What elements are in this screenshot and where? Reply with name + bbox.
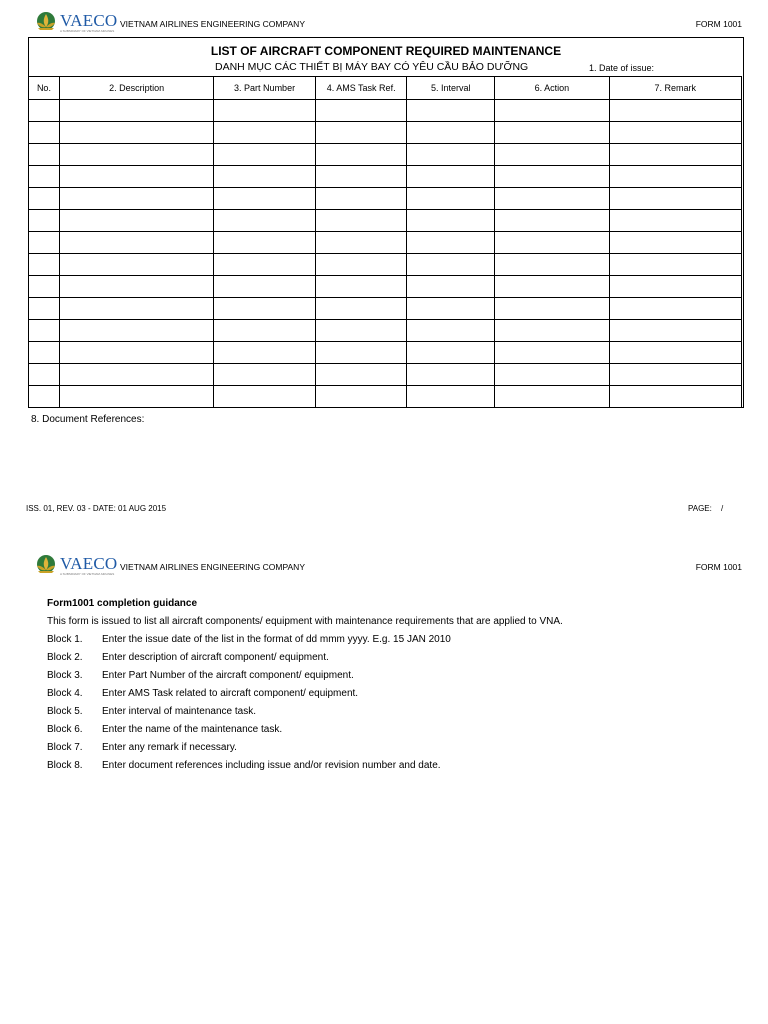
table-cell[interactable] <box>59 254 213 276</box>
guidance-intro: This form is issued to list all aircraft components/ equipment with maintenance requirements that are applied to VNA. <box>47 616 563 627</box>
date-of-issue-label: 1. Date of issue: <box>589 63 655 73</box>
table-cell[interactable] <box>407 276 495 298</box>
table-cell[interactable] <box>407 298 495 320</box>
guidance-title: Form1001 completion guidance <box>47 598 198 609</box>
table-cell[interactable] <box>407 100 495 122</box>
table-row <box>29 122 742 144</box>
table-cell[interactable] <box>214 364 316 386</box>
table-cell[interactable] <box>59 100 213 122</box>
block-label: Block 5. <box>47 706 83 717</box>
table-cell[interactable] <box>59 342 213 364</box>
table-cell[interactable] <box>59 276 213 298</box>
table-cell[interactable] <box>609 210 741 232</box>
block-text: Enter description of aircraft component/ equipment. <box>102 652 329 663</box>
block-label: Block 3. <box>47 670 83 681</box>
table-cell[interactable] <box>407 232 495 254</box>
table-cell[interactable] <box>29 100 60 122</box>
table-cell[interactable] <box>29 144 60 166</box>
table-cell[interactable] <box>29 122 60 144</box>
table-cell[interactable] <box>59 144 213 166</box>
table-cell[interactable] <box>29 166 60 188</box>
table-row <box>29 100 742 122</box>
block-text: Enter interval of maintenance task. <box>102 706 256 717</box>
col-header-remark: 7. Remark <box>609 77 741 100</box>
table-cell[interactable] <box>315 210 407 232</box>
guidance-block-line <box>47 760 441 771</box>
table-cell[interactable] <box>214 166 316 188</box>
table-cell[interactable] <box>315 166 407 188</box>
table-cell[interactable] <box>609 276 741 298</box>
table-cell[interactable] <box>609 144 741 166</box>
block-label: Block 1. <box>47 634 83 645</box>
table-cell[interactable] <box>59 320 213 342</box>
table-cell[interactable] <box>214 276 316 298</box>
table-cell[interactable] <box>29 188 60 210</box>
table-cell[interactable] <box>315 144 407 166</box>
table-cell[interactable] <box>315 276 407 298</box>
table-cell[interactable] <box>29 342 60 364</box>
table-cell[interactable] <box>315 122 407 144</box>
table-cell[interactable] <box>495 276 609 298</box>
table-cell[interactable] <box>495 364 609 386</box>
table-cell[interactable] <box>609 100 741 122</box>
lotus-icon <box>33 554 59 576</box>
table-row <box>29 276 742 298</box>
table-row <box>29 298 742 320</box>
table-cell[interactable] <box>609 232 741 254</box>
table-cell[interactable] <box>495 188 609 210</box>
table-row <box>29 386 742 408</box>
table-cell[interactable] <box>214 254 316 276</box>
table-cell[interactable] <box>495 342 609 364</box>
table-cell[interactable] <box>214 188 316 210</box>
vaeco-logo-page2 <box>33 554 117 576</box>
table-cell[interactable] <box>609 166 741 188</box>
col-header-description: 2. Description <box>59 77 213 100</box>
logo-tagline: A SUBSIDIARY OF VIETNAM AIRLINES <box>60 28 115 33</box>
block-text: Enter the name of the maintenance task. <box>102 724 283 735</box>
table-cell[interactable] <box>214 342 316 364</box>
table-row <box>29 364 742 386</box>
table-cell[interactable] <box>407 166 495 188</box>
table-header-row <box>29 77 742 100</box>
table-cell[interactable] <box>407 210 495 232</box>
table-cell[interactable] <box>29 276 60 298</box>
table-cell[interactable] <box>407 364 495 386</box>
table-cell[interactable] <box>495 100 609 122</box>
table-cell[interactable] <box>29 320 60 342</box>
table-cell[interactable] <box>495 144 609 166</box>
block-label: Block 4. <box>47 688 83 699</box>
table-cell[interactable] <box>214 386 316 408</box>
table-cell[interactable] <box>407 144 495 166</box>
form-number: FORM 1001 <box>695 19 742 29</box>
block-label: Block 8. <box>47 760 83 771</box>
table-cell[interactable] <box>315 100 407 122</box>
table-cell[interactable] <box>29 232 60 254</box>
form-frame <box>28 37 744 408</box>
component-table <box>28 76 742 408</box>
table-row <box>29 166 742 188</box>
table-cell[interactable] <box>59 188 213 210</box>
block-label: Block 6. <box>47 724 83 735</box>
document-references-label: 8. Document References: <box>31 414 145 425</box>
table-row <box>29 188 742 210</box>
page-separator: / <box>721 504 724 513</box>
company-name-page2: VIETNAM AIRLINES ENGINEERING COMPANY <box>120 562 305 572</box>
col-header-part-number: 3. Part Number <box>214 77 316 100</box>
issue-revision-footer: ISS. 01, REV. 03 - DATE: 01 AUG 2015 <box>26 504 167 513</box>
table-cell[interactable] <box>315 298 407 320</box>
table-cell[interactable] <box>407 320 495 342</box>
table-cell[interactable] <box>315 232 407 254</box>
table-cell[interactable] <box>315 342 407 364</box>
table-cell[interactable] <box>59 122 213 144</box>
table-cell[interactable] <box>609 298 741 320</box>
table-row <box>29 254 742 276</box>
table-row <box>29 320 742 342</box>
table-cell[interactable] <box>29 386 60 408</box>
table-cell[interactable] <box>214 298 316 320</box>
lotus-icon <box>33 11 59 33</box>
table-cell[interactable] <box>29 254 60 276</box>
company-name: VIETNAM AIRLINES ENGINEERING COMPANY <box>120 19 305 29</box>
table-cell[interactable] <box>214 210 316 232</box>
table-cell[interactable] <box>609 342 741 364</box>
table-cell[interactable] <box>214 122 316 144</box>
guidance-block-line <box>47 742 237 753</box>
table-cell[interactable] <box>495 320 609 342</box>
form-subtitle: DANH MỤC CÁC THIẾT BỊ MÁY BAY CÓ YÊU CẦU BẢO DƯỠNG <box>215 61 529 73</box>
block-text: Enter AMS Task related to aircraft component/ equipment. <box>102 688 359 699</box>
table-cell[interactable] <box>609 188 741 210</box>
col-header-ams-task-ref: 4. AMS Task Ref. <box>315 77 407 100</box>
block-label: Block 7. <box>47 742 83 753</box>
table-cell[interactable] <box>609 320 741 342</box>
table-row <box>29 342 742 364</box>
guidance-block-line <box>47 724 282 735</box>
table-cell[interactable] <box>407 386 495 408</box>
block-label: Block 2. <box>47 652 83 663</box>
table-cell[interactable] <box>29 364 60 386</box>
table-cell[interactable] <box>59 210 213 232</box>
table-cell[interactable] <box>315 320 407 342</box>
table-cell[interactable] <box>214 100 316 122</box>
block-text: Enter the issue date of the list in the format of dd mmm yyyy. E.g. 15 JAN 2010 <box>102 634 451 645</box>
table-cell[interactable] <box>495 122 609 144</box>
form-title: LIST OF AIRCRAFT COMPONENT REQUIRED MAINTENANCE <box>210 44 562 58</box>
col-header-interval: 5. Interval <box>407 77 495 100</box>
table-cell[interactable] <box>609 254 741 276</box>
table-cell[interactable] <box>495 210 609 232</box>
table-row <box>29 210 742 232</box>
table-cell[interactable] <box>495 166 609 188</box>
table-cell[interactable] <box>315 386 407 408</box>
page-label: PAGE: <box>688 504 712 513</box>
table-cell[interactable] <box>315 364 407 386</box>
table-cell[interactable] <box>495 298 609 320</box>
table-cell[interactable] <box>407 122 495 144</box>
table-cell[interactable] <box>29 210 60 232</box>
table-cell[interactable] <box>214 144 316 166</box>
table-cell[interactable] <box>59 386 213 408</box>
table-cell[interactable] <box>407 188 495 210</box>
guidance-block-line <box>47 652 329 663</box>
table-cell[interactable] <box>214 320 316 342</box>
table-cell[interactable] <box>407 342 495 364</box>
logo-tagline: A SUBSIDIARY OF VIETNAM AIRLINES <box>60 571 115 576</box>
form-number-page2: FORM 1001 <box>695 562 742 572</box>
table-cell[interactable] <box>495 254 609 276</box>
table-row <box>29 232 742 254</box>
block-text: Enter Part Number of the aircraft component/ equipment. <box>102 670 354 681</box>
table-cell[interactable] <box>609 386 741 408</box>
table-cell[interactable] <box>214 232 316 254</box>
col-header-no: No. <box>29 77 60 100</box>
block-text: Enter any remark if necessary. <box>102 742 237 753</box>
table-cell[interactable] <box>59 298 213 320</box>
table-cell[interactable] <box>59 232 213 254</box>
table-body <box>29 100 742 408</box>
vaeco-logo <box>33 11 117 33</box>
table-cell[interactable] <box>29 298 60 320</box>
table-cell[interactable] <box>407 254 495 276</box>
logo-wordmark: VAECO <box>60 10 118 30</box>
table-cell[interactable] <box>495 386 609 408</box>
table-cell[interactable] <box>495 232 609 254</box>
table-cell[interactable] <box>609 364 741 386</box>
table-cell[interactable] <box>315 254 407 276</box>
col-header-action: 6. Action <box>495 77 609 100</box>
table-cell[interactable] <box>315 188 407 210</box>
guidance-block-line <box>47 670 354 681</box>
guidance-block-line <box>47 634 451 645</box>
table-cell[interactable] <box>59 364 213 386</box>
logo-wordmark: VAECO <box>60 553 118 573</box>
guidance-block-line <box>47 688 358 699</box>
table-cell[interactable] <box>609 122 741 144</box>
block-text: Enter document references including issue and/or revision number and date. <box>102 760 441 771</box>
table-cell[interactable] <box>59 166 213 188</box>
table-row <box>29 144 742 166</box>
guidance-block-line <box>47 706 256 717</box>
